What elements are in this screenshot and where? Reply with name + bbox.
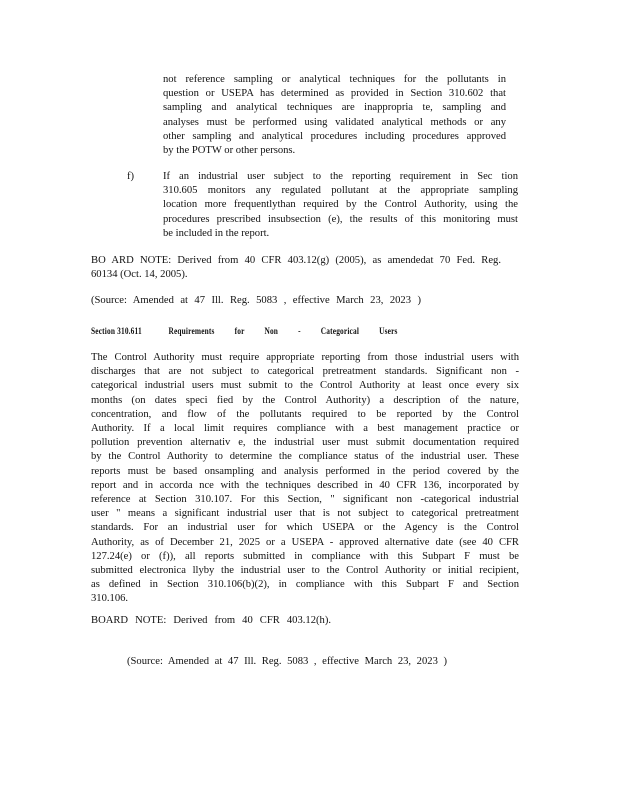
text-line: 127.24(e) or (f)), all reports submitted in compliance with this Subpart F must be [91,550,519,562]
text-line: Authority, as of December 21, 2025 or a USEPA - approved alternative date (see 40 CFR [91,536,519,548]
text-line: The Control Authority must require appropriate reporting from those industrial users with [91,352,519,363]
source-note-2 [127,655,447,669]
text-line: be included in the report. [163,227,270,239]
text-line: by the Control Authority to determine the compliance status of the industrial user. These [91,451,519,463]
board-note-1 [91,254,501,282]
text-line: Authority. If a local limit requires compliance with a best management practice or [91,423,519,435]
text-line: other sampling and analytical procedures including procedures approved [163,130,506,142]
text-line: reference at Section 310.107. For this Section, " significant non -categorical industrial [91,494,519,506]
text-line: BO ARD NOTE: Derived from 40 CFR 403.12(g) (2005), as amendedat 70 Fed. Reg. [91,255,501,266]
text-line: not reference sampling or analytical techniques for the pollutants in [163,74,506,85]
text-line: submitted electronica llyby the industrial user to the Control Authority or initial recipient, [91,565,519,577]
text-line: 310.106. [91,593,129,605]
text-line: (Source: Amended at 47 Ill. Reg. 5083 , effective March 23, 2023 ) [91,295,421,306]
text-line: (Source: Amended at 47 Ill. Reg. 5083 , effective March 23, 2023 ) [127,656,447,667]
text-line: categorical industrial users must submit to the Control Authority at least once every six [91,380,519,392]
text-line: as defined in Section 310.106(b)(2), in compliance with this Subpart F and Section [91,579,519,591]
text-line: analyses must be performed using validated analytical methods or any [163,116,506,128]
text-line: user " means a significant industrial user that is not subject to categorical pretreatment [91,508,519,520]
section-title: Requirements for Non - Categorical Users [168,326,398,336]
text-line: 310.605 monitors any regulated pollutant at the appropriate sampling [163,185,518,197]
source-note-1 [91,294,421,308]
subsection-e-continuation [163,73,506,158]
text-line: pollution prevention alternativ e, the industrial user must submit documentation required [91,437,519,449]
subsection-f-marker: f) [127,171,135,182]
text-line: by the POTW or other persons. [163,145,296,157]
section-body-paragraph [91,351,519,607]
text-line: discharges that are not subject to categorical pretreatment standards. Significant non - [91,366,519,378]
text-line: sampling and analytical techniques are inappropria te, sampling and [163,102,506,114]
text-line: concentration, and flow of the pollutants required to be reported by the Control [91,408,519,420]
text-line: months (on dates speci fied by the Control Authority) a description of the nature, [91,394,519,406]
subsection-f-text [163,170,518,241]
text-line: If an industrial user subject to the reporting requirement in Sec tion [163,171,518,182]
text-line: 60134 (Oct. 14, 2005). [91,269,188,281]
text-line: procedures prescribed insubsection (e), the results of this monitoring must [163,213,518,225]
text-line: report and in accorda nce with the techniques described in 40 CFR 136, incorporated by [91,479,519,491]
text-line: BOARD NOTE: Derived from 40 CFR 403.12(h). [91,615,331,626]
text-line: standards. For an industrial user for which USEPA or the Agency is the Control [91,522,519,534]
text-line: reports must be based onsampling and analysis performed in the period covered by the [91,465,519,477]
section-heading [91,324,398,338]
section-number: Section 310.611 [91,326,142,336]
text-line: question or USEPA has determined as provided in Section 310.602 that [163,88,506,100]
text-line: location more frequentlythan required by the Control Authority, using the [163,199,518,211]
board-note-2 [91,614,331,628]
